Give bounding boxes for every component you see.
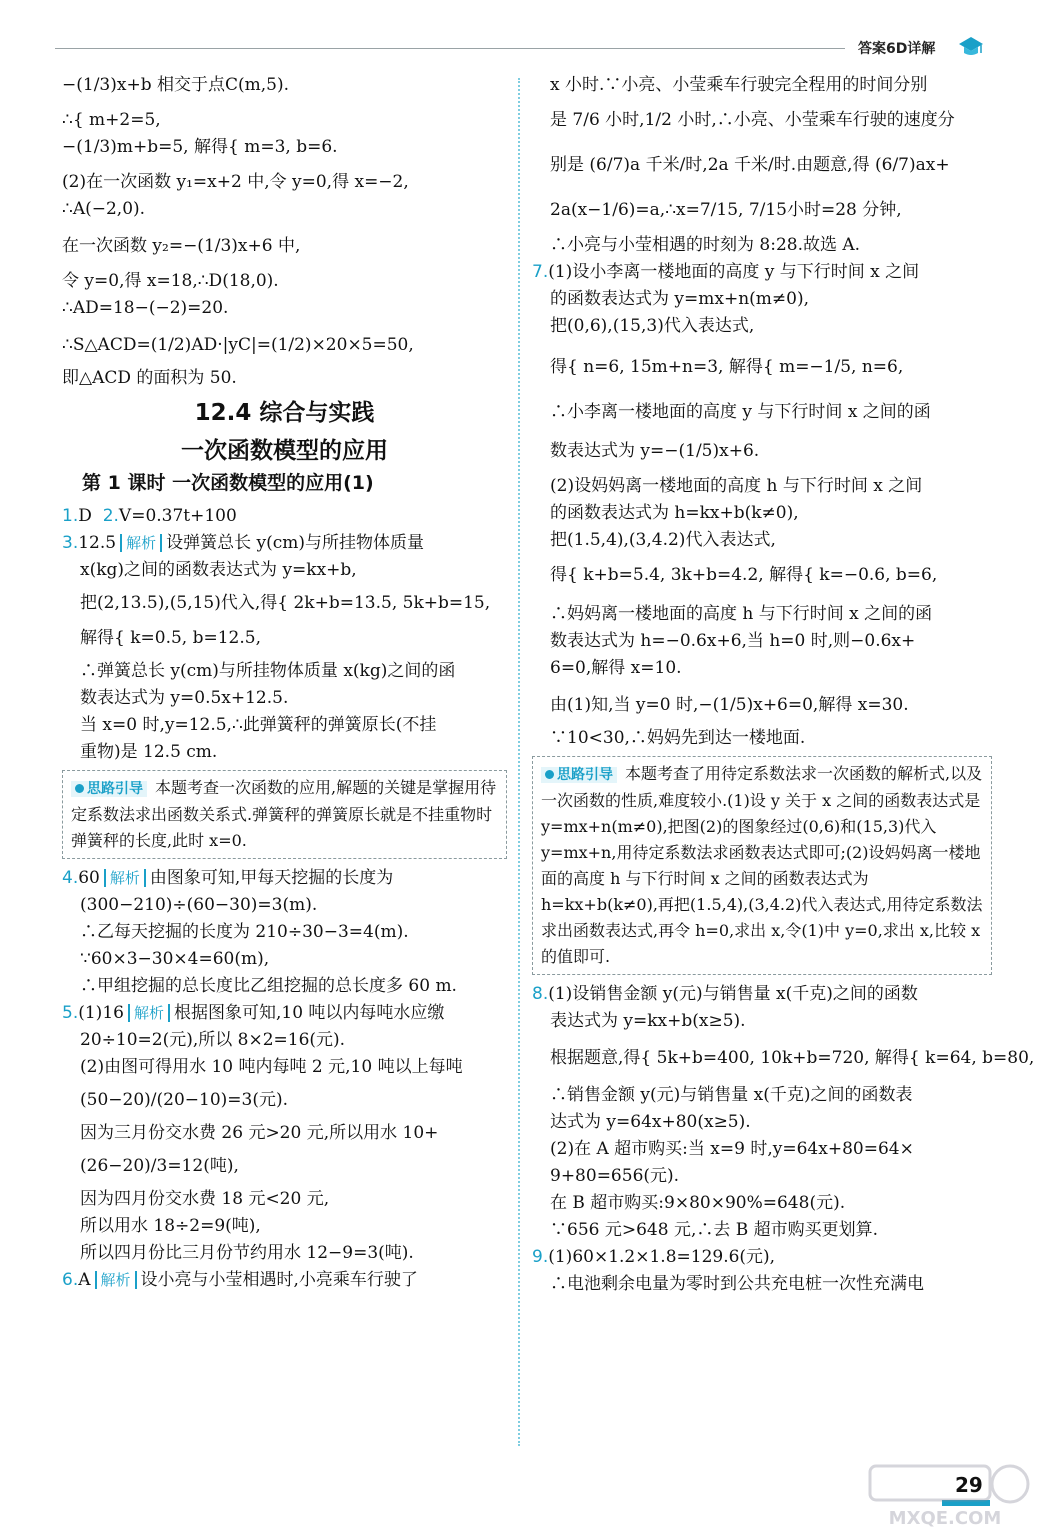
text-line: 把(0,6),(15,3)代入表达式, <box>550 316 755 336</box>
hint-box <box>532 756 992 975</box>
answer: V=0.37t+100 <box>118 506 237 526</box>
section-title: 12.4 综合与实践 <box>194 400 375 426</box>
jiexi-tag: 解析 <box>95 1271 137 1289</box>
text-line: 的函数表达式为 y=mx+n(m≠0), <box>550 289 810 309</box>
text-line: −(1/3)x+b 相交于点C(m,5). <box>62 75 290 95</box>
lesson-title: 第 1 课时 一次函数模型的应用(1) <box>82 472 374 494</box>
text-line: 表达式为 y=kx+b(x≥5). <box>550 1011 746 1031</box>
text-line: 当 x=0 时,y=12.5,∴此弹簧秤的弹簧原长(不挂 <box>80 715 437 735</box>
right-column <box>532 72 1035 1298</box>
left-column <box>62 72 507 1294</box>
text-line: 由(1)知,当 y=0 时,−(1/5)x+6=0,解得 x=30. <box>550 695 909 715</box>
text-line: ∵10<30,∴妈妈先到达一楼地面. <box>550 728 806 748</box>
text-span: 根据图象可知,10 吨以内每吨水应缴 <box>173 1003 445 1023</box>
jiexi-tag: 解析 <box>120 534 162 552</box>
text-line: 得{ n=6, 15m+n=3, 解得{ m=−1/5, n=6, <box>550 357 904 377</box>
hint-label: 思路引导 <box>541 767 617 783</box>
text-line: ∴电池剩余电量为零时到公共充电桩一次性充满电 <box>550 1274 924 1294</box>
question-number: 6. <box>62 1270 79 1290</box>
section-subtitle: 一次函数模型的应用 <box>181 438 388 464</box>
text-line: 在一次函数 y₂=−(1/3)x+6 中, <box>62 236 301 256</box>
text-span: (1)60×1.2×1.8=129.6(元), <box>548 1247 776 1267</box>
answer: D <box>78 506 92 526</box>
text-span: 由图象可知,甲每天挖掘的长度为 <box>149 868 394 888</box>
text-line: (2)设妈妈离一楼地面的高度 h 与下行时间 x 之间 <box>550 476 923 496</box>
answer-line-6 <box>62 1267 507 1294</box>
text-line: x(kg)之间的函数表达式为 y=kx+b, <box>80 560 357 580</box>
text-line: 别是 (6/7)a 千米/时,2a 千米/时.由题意,得 (6/7)ax+ <box>550 155 950 175</box>
text-line: 数表达式为 y=0.5x+12.5. <box>80 688 289 708</box>
text-line: 令 y=0,得 x=18,∴D(18,0). <box>62 271 279 291</box>
header-brand: 答案6D详解 <box>858 41 936 57</box>
answer: 60 <box>78 868 100 888</box>
text-line: 数表达式为 y=−(1/5)x+6. <box>550 441 760 461</box>
text-line: 6=0,解得 x=10. <box>550 658 682 678</box>
text-line: 在 B 超市购买:9×80×90%=648(元). <box>550 1193 846 1213</box>
svg-text:MXQE.COM: MXQE.COM <box>888 1508 1002 1529</box>
watermark-logo <box>850 1460 1040 1530</box>
text-line: 9+80=656(元). <box>550 1166 680 1186</box>
text-line: ∴A(−2,0). <box>62 199 146 219</box>
hint-text: 本题考查一次函数的应用,解题的关键是掌握用待定系数法求出函数关系式.弹簧秤的弹簧原长就是不挂重物时弹簧秤的长度,此时 x=0. <box>71 778 497 850</box>
text-line: 所以四月份比三月份节约用水 12−9=3(吨). <box>80 1243 414 1263</box>
answer-line-3 <box>62 530 507 557</box>
column-divider <box>518 78 520 1446</box>
question-number: 9. <box>532 1247 549 1267</box>
answer-line-8 <box>532 981 992 1008</box>
answer: 12.5 <box>78 533 117 553</box>
text-line: ∵656 元>648 元,∴去 B 超市购买更划算. <box>550 1220 879 1240</box>
text-line: 解得{ k=0.5, b=12.5, <box>80 628 261 648</box>
text-line: 20÷10=2(元),所以 8×2=16(元). <box>80 1030 346 1050</box>
question-number: 1. <box>62 506 79 526</box>
answer-line-9 <box>532 1244 992 1271</box>
text-line: 是 7/6 小时,1/2 小时,∴小亮、小莹乘车行驶的速度分 <box>550 110 955 130</box>
text-line: ∴{ m+2=5, <box>62 110 161 130</box>
jiexi-tag: 解析 <box>104 869 146 887</box>
question-number: 4. <box>62 868 79 888</box>
text-line: ∴甲组挖掘的总长度比乙组挖掘的总长度多 60 m. <box>80 976 457 996</box>
page-number: 29 <box>955 1473 983 1497</box>
answer-line-5 <box>62 1000 507 1027</box>
text-line: ∵60×3−30×4=60(m), <box>80 949 270 969</box>
text-line: 2a(x−1/6)=a,∴x=7/15, 7/15小时=28 分钟, <box>550 200 902 220</box>
text-span: (1)设销售金额 y(元)与销售量 x(千克)之间的函数 <box>548 984 918 1004</box>
text-line: 的函数表达式为 h=kx+b(k≠0), <box>550 503 799 523</box>
text-line: 即△ACD 的面积为 50. <box>62 368 237 388</box>
text-line: (26−20)/3=12(吨), <box>80 1156 239 1176</box>
question-number: 2. <box>102 506 119 526</box>
question-number: 5. <box>62 1003 79 1023</box>
header-rule <box>55 48 845 49</box>
answer-line-7 <box>532 259 992 286</box>
text-line: 重物)是 12.5 cm. <box>80 742 218 762</box>
jiexi-tag: 解析 <box>128 1004 170 1022</box>
question-number: 3. <box>62 533 79 553</box>
text-line: 根据题意,得{ 5k+b=400, 10k+b=720, 解得{ k=64, b=80, <box>550 1048 1035 1068</box>
text-line: ∴小亮与小莹相遇的时刻为 8:28.故选 A. <box>550 235 861 255</box>
text-line: (2)由图可得用水 10 吨内每吨 2 元,10 吨以上每吨 <box>80 1057 463 1077</box>
text-line: 得{ k+b=5.4, 3k+b=4.2, 解得{ k=−0.6, b=6, <box>550 565 938 585</box>
text-line: ∴妈妈离一楼地面的高度 h 与下行时间 x 之间的函 <box>550 604 933 624</box>
hint-dot-icon <box>545 770 554 779</box>
text-line: ∴销售金额 y(元)与销售量 x(千克)之间的函数表 <box>550 1085 913 1105</box>
text-span: 设小亮与小莹相遇时,小亮乘车行驶了 <box>140 1270 418 1290</box>
text-line: −(1/3)m+b=5, 解得{ m=3, b=6. <box>62 137 338 157</box>
question-number: 8. <box>532 984 549 1004</box>
text-line: 把(2,13.5),(5,15)代入,得{ 2k+b=13.5, 5k+b=15, <box>80 593 491 613</box>
text-line: (50−20)/(20−10)=3(元). <box>80 1090 289 1110</box>
text-span: (1)设小李离一楼地面的高度 y 与下行时间 x 之间 <box>548 262 920 282</box>
text-line: 所以用水 18÷2=9(吨), <box>80 1216 261 1236</box>
graduation-cap-icon <box>958 34 984 60</box>
text-line: 把(1.5,4),(3,4.2)代入表达式, <box>550 530 776 550</box>
text-line: 数表达式为 h=−0.6x+6,当 h=0 时,则−0.6x+ <box>550 631 916 651</box>
hint-box <box>62 770 507 859</box>
answer: A <box>78 1270 91 1290</box>
text-line: x 小时.∵小亮、小莹乘车行驶完全程用的时间分别 <box>550 75 928 95</box>
hint-label: 思路引导 <box>71 781 147 797</box>
hint-dot-icon <box>75 784 84 793</box>
text-line: 因为三月份交水费 26 元>20 元,所以用水 10+ <box>80 1123 439 1143</box>
answer-line-1-2 <box>62 503 507 530</box>
hint-text: 本题考查了用待定系数法求一次函数的解析式,以及一次函数的性质,难度较小.(1)设 y 关于 x 之间的函数表达式是 y=mx+n(m≠0),把图(2)的图象经过(0,6)和(15,3)代入 y=mx+n,用待定系数法求函数表达式即可;(2)设妈妈离一楼地面的高度 h 与下行时间 x 之间的函数表达式为 h=kx+b(k≠0),再把(1.5,4),(3,4.2)代入表达式,用待定系数法求出函数表达式,再令 h=0,求出 x,令(1)中 y=0,求出 x,比较 x 的值即可. <box>541 764 983 966</box>
answer-line-4 <box>62 865 507 892</box>
text-line: (300−210)÷(60−30)=3(m). <box>80 895 318 915</box>
text-span: 设弹簧总长 y(cm)与所挂物体质量 <box>166 533 425 553</box>
answer: (1)16 <box>78 1003 124 1023</box>
text-line: ∴小李离一楼地面的高度 y 与下行时间 x 之间的函 <box>550 402 931 422</box>
text-line: ∴乙每天挖掘的长度为 210÷30−3=4(m). <box>80 922 409 942</box>
text-line: 达式为 y=64x+80(x≥5). <box>550 1112 751 1132</box>
text-line: (2)在 A 超市购买:当 x=9 时,y=64x+80=64× <box>550 1139 914 1159</box>
text-line: (2)在一次函数 y₁=x+2 中,令 y=0,得 x=−2, <box>62 172 409 192</box>
text-line: ∴AD=18−(−2)=20. <box>62 298 229 318</box>
text-line: ∴弹簧总长 y(cm)与所挂物体质量 x(kg)之间的函 <box>80 661 456 681</box>
text-line: 因为四月份交水费 18 元<20 元, <box>80 1189 330 1209</box>
text-line: ∴S△ACD=(1/2)AD·|yC|=(1/2)×20×5=50, <box>62 335 414 355</box>
question-number: 7. <box>532 262 549 282</box>
